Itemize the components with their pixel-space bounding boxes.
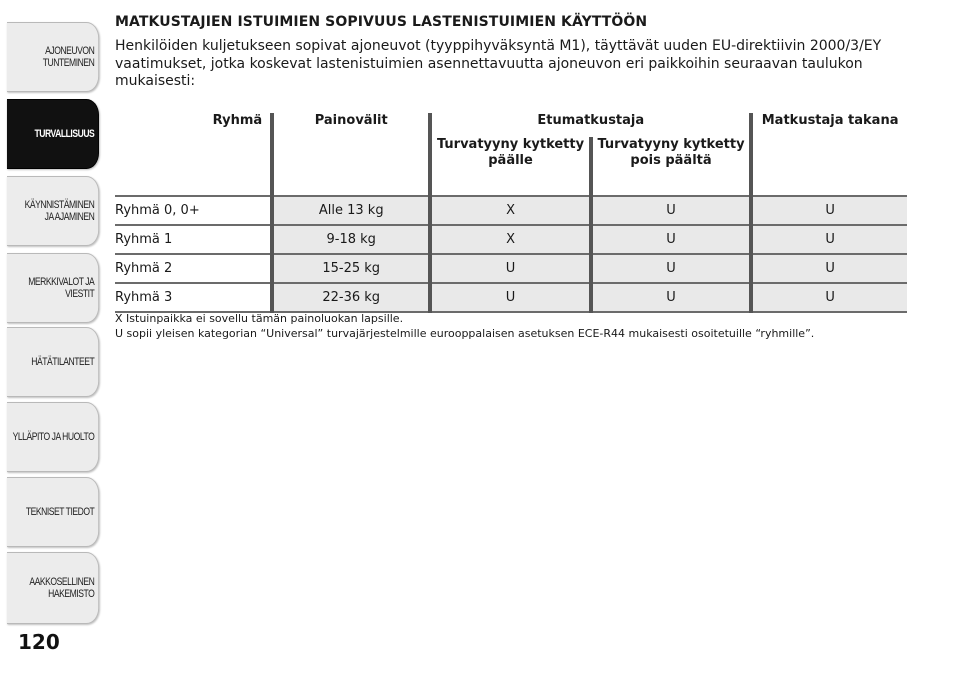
row-weight: 9-18 kg xyxy=(272,225,430,254)
note-x: X Istuinpaikka ei sovellu tämän painoluokan lapsille. xyxy=(115,312,404,325)
row-group: Ryhmä 3 xyxy=(115,283,272,312)
header-front-passenger: Etumatkustaja xyxy=(430,113,751,137)
header-rear-passenger: Matkustaja takana xyxy=(751,113,907,137)
tab-yllapito-ja-huolto[interactable]: YLLÄPITO JA HUOLTO xyxy=(7,402,99,472)
tab-merkkivalot-ja-viestit[interactable]: MERKKIVALOT JA VIESTIT xyxy=(7,253,99,323)
row-airbag-off: U xyxy=(591,254,751,283)
header-weight: Painovälit xyxy=(272,113,430,137)
row-airbag-on: X xyxy=(430,196,590,225)
table-row xyxy=(115,225,907,254)
note-u: U sopii yleisen kategorian “Universal” turvajärjestelmille eurooppalaisen asetuksen ECE-R44 mukaisesti osoitetuille “ryhmille”. xyxy=(115,327,815,340)
tab-ajoneuvon-tunteminen[interactable]: AJONEUVON TUNTEMINEN xyxy=(7,22,99,92)
row-airbag-off: U xyxy=(591,283,751,312)
header-group: Ryhmä xyxy=(212,113,263,128)
row-group: Ryhmä 1 xyxy=(115,225,272,254)
row-weight: 22-36 kg xyxy=(272,283,430,312)
main-content xyxy=(115,14,907,340)
row-rear: U xyxy=(751,196,907,225)
table-notes xyxy=(115,311,907,341)
row-group: Ryhmä 2 xyxy=(115,254,272,283)
row-airbag-off: U xyxy=(591,196,751,225)
header-airbag-off: Turvatyyny kytketty pois päältä xyxy=(591,137,751,196)
row-airbag-on: U xyxy=(430,283,590,312)
page-number: 120 xyxy=(18,630,60,654)
row-airbag-off: U xyxy=(591,225,751,254)
tab-turvallisuus[interactable]: TURVALLISUUS xyxy=(7,99,99,169)
row-airbag-on: U xyxy=(430,254,590,283)
section-title: MATKUSTAJIEN ISTUIMIEN SOPIVUUS LASTENISTUIMIEN KÄYTTÖÖN xyxy=(115,14,648,30)
tab-hatatilanteet[interactable]: HÄTÄTILANTEET xyxy=(7,327,99,397)
row-rear: U xyxy=(751,254,907,283)
tab-tekniset-tiedot[interactable]: TEKNISET TIEDOT xyxy=(7,477,99,547)
tab-aakkosellinen-hakemisto[interactable]: AAKKOSELLINEN HAKEMISTO xyxy=(7,552,99,624)
row-group: Ryhmä 0, 0+ xyxy=(115,196,272,225)
table-row xyxy=(115,196,907,225)
row-weight: 15-25 kg xyxy=(272,254,430,283)
child-seat-table xyxy=(115,113,907,313)
tab-kaynnistaminen-ja-ajaminen[interactable]: KÄYNNISTÄMINEN JA AJAMINEN xyxy=(7,176,99,246)
table-row xyxy=(115,283,907,312)
row-airbag-on: X xyxy=(430,225,590,254)
table-row xyxy=(115,254,907,283)
intro-paragraph: Henkilöiden kuljetukseen sopivat ajoneuvot (tyyppihyväksyntä M1), täyttävät uuden EU-direktiivin 2000/3/EY vaatimukset, jotka koskevat lastenistuimien asennettavuutta ajoneuvon eri paikkoihin seuraavan taulukon mukaisesti: xyxy=(115,38,882,89)
row-rear: U xyxy=(751,225,907,254)
row-weight: Alle 13 kg xyxy=(272,196,430,225)
header-airbag-on: Turvatyyny kytketty päälle xyxy=(430,137,590,196)
row-rear: U xyxy=(751,283,907,312)
